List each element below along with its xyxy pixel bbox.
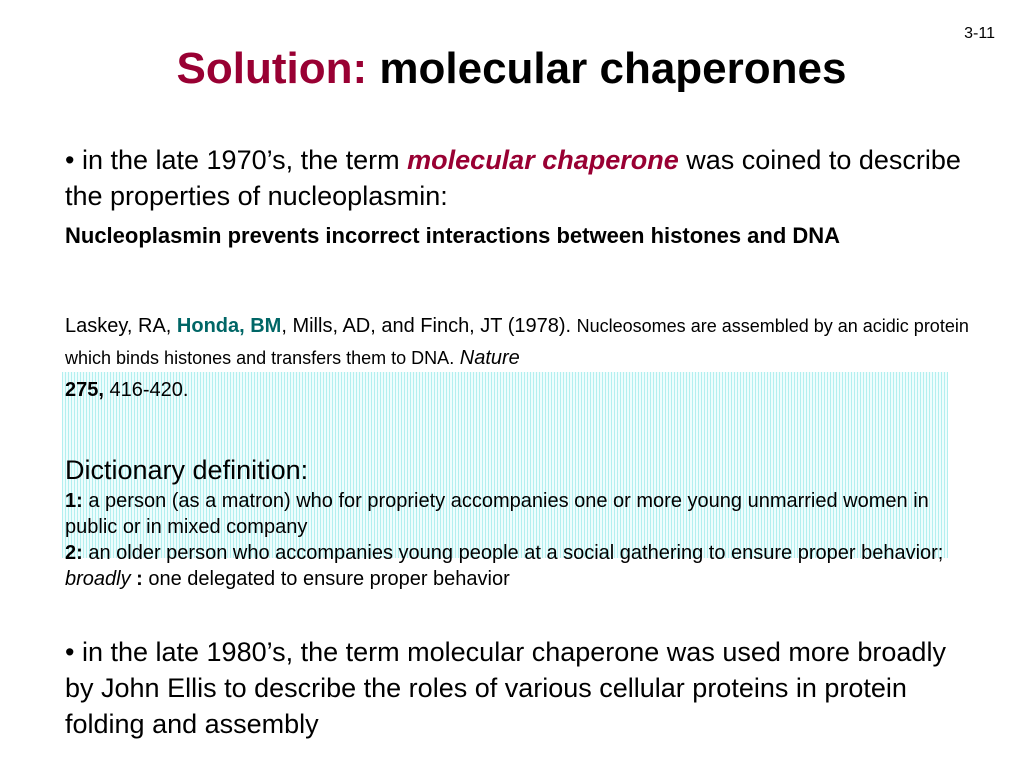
- citation-highlighted-author: Honda, BM: [176, 315, 282, 337]
- citation-volume: 275,: [65, 379, 104, 401]
- definition-2-italic: broadly: [65, 568, 131, 590]
- citation-journal: Nature: [459, 347, 520, 369]
- bullet1-after: was coined to describe the properties of nucleoplasmin:: [65, 145, 961, 211]
- slide-title: [0, 40, 1023, 98]
- nucleoplasmin-note: Nucleoplasmin prevents incorrect interactions between histones and DNA: [65, 223, 841, 248]
- definition-2-colon: :: [130, 568, 143, 590]
- definition-1: [65, 488, 983, 540]
- citation-article-title: Nucleosomes are assembled by an acidic protein which binds histones and transfers them to DNA.: [65, 316, 969, 368]
- title-rest: molecular chaperones: [367, 44, 847, 93]
- dictionary-heading: Dictionary definition:: [65, 455, 309, 485]
- bullet-1970s: [65, 142, 983, 214]
- bullet1-before: • in the late 1970’s, the term: [65, 145, 408, 175]
- definition-2-tail: one delegated to ensure proper behavior: [142, 568, 510, 590]
- citation: [65, 310, 983, 406]
- definition-2-number: 2:: [65, 542, 83, 564]
- definition-1-text: a person (as a matron) who for propriety accompanies one or more young unmarried women in public or in mixed company: [65, 490, 929, 538]
- dictionary-definitions: [65, 488, 983, 592]
- definition-2: [65, 540, 983, 592]
- definition-2-text: an older person who accompanies young people at a social gathering to ensure proper behavior;: [82, 542, 944, 564]
- slide-number: 3-11: [964, 25, 995, 42]
- bullet1-term: molecular chaperone: [407, 145, 679, 175]
- bullet-1980s: • in the late 1980’s, the term molecular chaperone was used more broadly by John Ellis to describe the roles of various cellular proteins in protein folding and assembly: [65, 637, 946, 739]
- citation-pages: 416-420.: [103, 379, 189, 401]
- citation-authors-after: , Mills, AD, and Finch, JT (1978).: [281, 315, 577, 337]
- definition-1-number: 1:: [65, 490, 83, 512]
- title-accent: Solution:: [176, 44, 368, 93]
- citation-authors-before: Laskey, RA,: [65, 315, 177, 337]
